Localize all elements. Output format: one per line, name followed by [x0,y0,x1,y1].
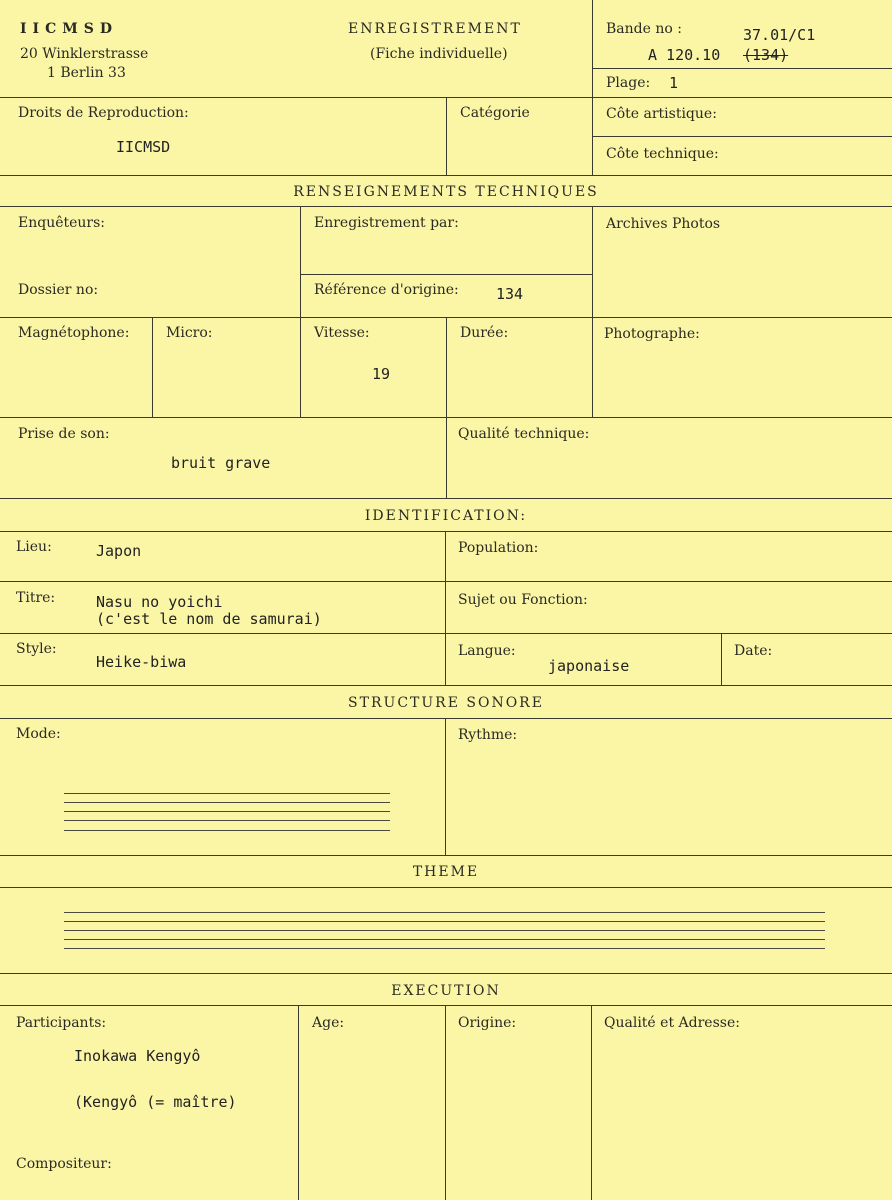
style-label: Style: [16,641,57,657]
rule-h [592,68,892,69]
origine-label: Origine: [458,1015,517,1031]
rule-h [0,685,892,686]
enregistrement-par-label: Enregistrement par: [314,215,459,231]
date-label: Date: [734,643,773,659]
rythme-label: Rythme: [458,727,518,743]
archives-photos-label: Archives Photos [606,216,721,232]
sujet-label: Sujet ou Fonction: [458,592,588,608]
cote-artistique-label: Côte artistique: [606,106,717,122]
rule-h [0,1005,892,1006]
rule-v [445,531,446,685]
rule-h [0,887,892,888]
qualite-adresse-label: Qualité et Adresse: [604,1015,740,1031]
reference-label: Référence d'origine: [314,282,459,298]
bande-label: Bande no : [606,21,682,37]
langue-label: Langue: [458,643,516,659]
header-address-line1: 20 Winklerstrasse [20,46,149,62]
rule-v [445,1005,446,1200]
bande-struck-value: (134) [743,46,789,64]
micro-label: Micro: [166,325,213,341]
prise-value: bruit grave [171,454,271,472]
bande-value-1: 37.01/C1 [743,26,816,44]
duree-label: Durée: [460,325,509,341]
rule-h [0,633,892,634]
prise-label: Prise de son: [18,426,110,442]
cote-technique-label: Côte technique: [606,146,719,162]
rule-v [300,206,301,417]
form-title: ENREGISTREMENT [348,21,522,37]
categorie-label: Catégorie [460,105,530,121]
qualite-technique-label: Qualité technique: [458,426,590,442]
rule-v [445,718,446,855]
titre-value-1: Nasu no yoichi [96,593,223,611]
rule-v [298,1005,299,1200]
participant-1: Inokawa Kengyô [74,1047,201,1065]
rule-h [0,206,892,207]
header-org: IICMSD [20,21,118,37]
section-execution: EXECUTION [391,983,501,999]
rule-h [0,973,892,974]
rule-v [592,0,593,175]
compositeur-label: Compositeur: [16,1156,112,1172]
lieu-value: Japon [96,542,142,560]
section-theme: THEME [412,864,480,880]
vitesse-value: 19 [372,365,391,383]
rule-h [0,498,892,499]
section-identification: IDENTIFICATION: [364,508,528,524]
titre-label: Titre: [16,590,56,606]
bande-value-2: A 120.10 [648,46,721,64]
age-label: Age: [312,1015,345,1031]
section-technique: RENSEIGNEMENTS TECHNIQUES [293,184,599,200]
rule-h [0,531,892,532]
rule-h [0,718,892,719]
droits-label: Droits de Reproduction: [18,105,189,121]
lieu-label: Lieu: [16,539,52,555]
rule-h [0,581,892,582]
plage-label: Plage: [606,75,651,91]
style-value: Heike-biwa [96,653,187,671]
rule-v [446,317,447,498]
photographe-label: Photographe: [604,326,700,342]
header-address-line2: 1 Berlin 33 [47,65,126,81]
participants-label: Participants: [16,1015,107,1031]
rule-v [592,206,593,417]
rule-v [446,97,447,175]
form-subtitle: (Fiche individuelle) [370,46,508,62]
section-structure: STRUCTURE SONORE [348,695,544,711]
rule-h [0,855,892,856]
population-label: Population: [458,540,539,556]
vitesse-label: Vitesse: [314,325,370,341]
rule-h [300,274,592,275]
rule-h [592,136,892,137]
droits-value: IICMSD [116,138,171,156]
titre-value-2: (c'est le nom de samurai) [96,610,322,628]
rule-v [152,317,153,417]
rule-v [721,633,722,685]
dossier-label: Dossier no: [18,282,99,298]
langue-value: japonaise [548,657,630,675]
participant-2: (Kengyô (= maître) [74,1093,237,1111]
enqueteurs-label: Enquêteurs: [18,215,106,231]
plage-value: 1 [669,74,679,92]
magnetophone-label: Magnétophone: [18,325,130,341]
rule-v [591,1005,592,1200]
reference-value: 134 [496,285,524,303]
rule-h [0,175,892,176]
mode-label: Mode: [16,726,61,742]
